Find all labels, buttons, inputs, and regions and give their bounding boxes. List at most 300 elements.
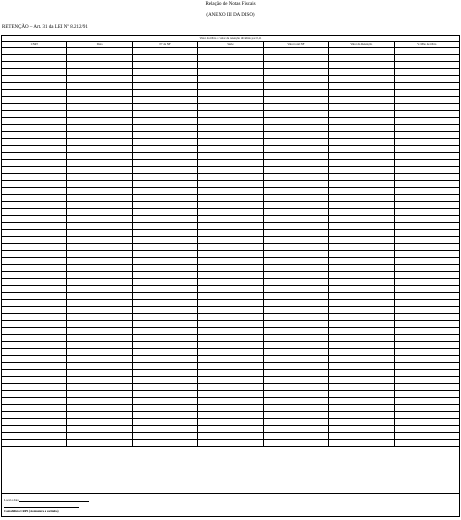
table-cell[interactable] [329,377,394,383]
table-cell[interactable] [329,405,394,411]
table-cell[interactable] [133,356,198,362]
table-cell[interactable] [2,76,67,82]
table-cell[interactable] [133,97,198,103]
table-cell[interactable] [67,286,132,292]
table-cell[interactable] [67,363,132,369]
table-cell[interactable] [67,139,132,145]
table-cell[interactable] [264,69,329,75]
table-cell[interactable] [198,104,263,110]
table-cell[interactable] [264,181,329,187]
table-cell[interactable] [133,125,198,131]
table-cell[interactable] [2,349,67,355]
table-cell[interactable] [67,55,132,61]
table-cell[interactable] [198,335,263,341]
table-cell[interactable] [264,118,329,124]
table-cell[interactable] [395,237,459,243]
table-cell[interactable] [198,300,263,306]
table-cell[interactable] [264,349,329,355]
table-cell[interactable] [133,132,198,138]
table-cell[interactable] [198,293,263,299]
table-cell[interactable] [329,83,394,89]
table-cell[interactable] [67,90,132,96]
table-cell[interactable] [264,62,329,68]
table-cell[interactable] [198,132,263,138]
table-cell[interactable] [395,279,459,285]
table-cell[interactable] [264,202,329,208]
table-cell[interactable] [198,286,263,292]
table-cell[interactable] [198,440,263,446]
table-cell[interactable] [264,48,329,54]
table-cell[interactable] [133,412,198,418]
table-cell[interactable] [395,272,459,278]
table-cell[interactable] [395,216,459,222]
table-cell[interactable] [133,223,198,229]
table-cell[interactable] [198,153,263,159]
table-cell[interactable] [329,349,394,355]
table-cell[interactable] [67,174,132,180]
table-cell[interactable] [264,363,329,369]
table-cell[interactable] [264,384,329,390]
table-cell[interactable] [133,426,198,432]
table-cell[interactable] [2,62,67,68]
table-cell[interactable] [133,76,198,82]
table-cell[interactable] [264,342,329,348]
table-cell[interactable] [329,188,394,194]
table-cell[interactable] [395,286,459,292]
table-cell[interactable] [67,405,132,411]
table-cell[interactable] [395,209,459,215]
table-cell[interactable] [2,293,67,299]
table-cell[interactable] [264,286,329,292]
table-cell[interactable] [198,314,263,320]
table-cell[interactable] [329,342,394,348]
table-cell[interactable] [395,174,459,180]
table-cell[interactable] [133,349,198,355]
table-cell[interactable] [329,174,394,180]
table-cell[interactable] [198,279,263,285]
table-cell[interactable] [198,118,263,124]
table-cell[interactable] [264,419,329,425]
table-cell[interactable] [133,405,198,411]
table-cell[interactable] [67,342,132,348]
table-cell[interactable] [329,265,394,271]
table-cell[interactable] [264,216,329,222]
table-cell[interactable] [2,244,67,250]
table-cell[interactable] [264,356,329,362]
table-cell[interactable] [395,90,459,96]
table-cell[interactable] [67,433,132,439]
table-cell[interactable] [395,104,459,110]
table-cell[interactable] [395,342,459,348]
table-cell[interactable] [329,202,394,208]
table-cell[interactable] [329,132,394,138]
table-cell[interactable] [2,83,67,89]
table-cell[interactable] [133,118,198,124]
table-cell[interactable] [395,111,459,117]
table-cell[interactable] [133,398,198,404]
table-cell[interactable] [395,356,459,362]
table-cell[interactable] [264,391,329,397]
table-cell[interactable] [67,251,132,257]
table-cell[interactable] [133,181,198,187]
table-cell[interactable] [395,370,459,376]
table-cell[interactable] [2,328,67,334]
table-cell[interactable] [2,251,67,257]
table-cell[interactable] [67,202,132,208]
table-cell[interactable] [395,125,459,131]
table-cell[interactable] [198,188,263,194]
table-cell[interactable] [395,195,459,201]
table-cell[interactable] [329,258,394,264]
table-cell[interactable] [2,174,67,180]
table-cell[interactable] [198,139,263,145]
table-cell[interactable] [133,139,198,145]
table-cell[interactable] [2,118,67,124]
table-cell[interactable] [198,272,263,278]
table-cell[interactable] [198,62,263,68]
table-cell[interactable] [264,251,329,257]
table-cell[interactable] [2,160,67,166]
table-cell[interactable] [198,356,263,362]
table-cell[interactable] [198,391,263,397]
table-cell[interactable] [264,300,329,306]
table-cell[interactable] [133,363,198,369]
table-cell[interactable] [264,265,329,271]
table-cell[interactable] [329,139,394,145]
table-cell[interactable] [2,223,67,229]
table-cell[interactable] [2,237,67,243]
table-cell[interactable] [198,349,263,355]
table-cell[interactable] [395,321,459,327]
table-cell[interactable] [133,307,198,313]
table-cell[interactable] [67,118,132,124]
table-cell[interactable] [67,300,132,306]
table-cell[interactable] [67,440,132,446]
table-cell[interactable] [395,251,459,257]
table-cell[interactable] [264,153,329,159]
table-cell[interactable] [67,76,132,82]
table-cell[interactable] [395,328,459,334]
table-cell[interactable] [67,132,132,138]
table-cell[interactable] [133,321,198,327]
table-cell[interactable] [395,146,459,152]
table-cell[interactable] [329,328,394,334]
table-cell[interactable] [198,363,263,369]
table-cell[interactable] [67,237,132,243]
table-cell[interactable] [2,216,67,222]
table-cell[interactable] [67,384,132,390]
table-cell[interactable] [133,251,198,257]
table-cell[interactable] [2,104,67,110]
table-cell[interactable] [2,370,67,376]
table-cell[interactable] [133,384,198,390]
table-cell[interactable] [133,293,198,299]
table-cell[interactable] [2,342,67,348]
table-cell[interactable] [198,202,263,208]
table-cell[interactable] [198,405,263,411]
table-cell[interactable] [133,230,198,236]
table-cell[interactable] [395,440,459,446]
table-cell[interactable] [2,48,67,54]
table-cell[interactable] [395,377,459,383]
table-cell[interactable] [133,55,198,61]
table-cell[interactable] [329,76,394,82]
table-cell[interactable] [395,335,459,341]
table-cell[interactable] [67,377,132,383]
table-cell[interactable] [264,370,329,376]
table-cell[interactable] [329,118,394,124]
table-cell[interactable] [67,125,132,131]
table-cell[interactable] [133,188,198,194]
table-cell[interactable] [67,195,132,201]
table-cell[interactable] [198,97,263,103]
table-cell[interactable] [395,300,459,306]
table-cell[interactable] [2,300,67,306]
table-cell[interactable] [264,90,329,96]
table-cell[interactable] [395,188,459,194]
table-cell[interactable] [198,321,263,327]
table-cell[interactable] [67,223,132,229]
table-cell[interactable] [395,55,459,61]
table-cell[interactable] [264,195,329,201]
table-cell[interactable] [198,377,263,383]
table-cell[interactable] [198,195,263,201]
table-cell[interactable] [395,181,459,187]
table-cell[interactable] [2,384,67,390]
table-cell[interactable] [395,48,459,54]
table-cell[interactable] [198,433,263,439]
table-cell[interactable] [264,132,329,138]
table-cell[interactable] [329,153,394,159]
table-cell[interactable] [198,48,263,54]
table-cell[interactable] [2,181,67,187]
table-cell[interactable] [329,209,394,215]
table-cell[interactable] [67,104,132,110]
table-cell[interactable] [198,69,263,75]
table-cell[interactable] [133,342,198,348]
table-cell[interactable] [395,398,459,404]
table-cell[interactable] [133,328,198,334]
table-cell[interactable] [67,279,132,285]
table-cell[interactable] [198,167,263,173]
table-cell[interactable] [264,125,329,131]
table-cell[interactable] [264,433,329,439]
table-cell[interactable] [395,223,459,229]
table-cell[interactable] [133,391,198,397]
table-cell[interactable] [67,272,132,278]
table-cell[interactable] [395,118,459,124]
table-cell[interactable] [2,125,67,131]
table-cell[interactable] [198,55,263,61]
table-cell[interactable] [264,209,329,215]
table-cell[interactable] [2,398,67,404]
table-cell[interactable] [264,167,329,173]
table-cell[interactable] [264,237,329,243]
table-cell[interactable] [133,279,198,285]
table-cell[interactable] [395,244,459,250]
table-cell[interactable] [329,335,394,341]
table-cell[interactable] [67,111,132,117]
table-cell[interactable] [198,342,263,348]
table-cell[interactable] [67,419,132,425]
table-cell[interactable] [264,83,329,89]
table-cell[interactable] [198,83,263,89]
table-cell[interactable] [264,314,329,320]
table-cell[interactable] [395,405,459,411]
table-cell[interactable] [395,293,459,299]
table-cell[interactable] [264,111,329,117]
table-cell[interactable] [133,153,198,159]
table-cell[interactable] [264,139,329,145]
table-cell[interactable] [395,62,459,68]
table-cell[interactable] [2,146,67,152]
table-cell[interactable] [67,349,132,355]
table-cell[interactable] [133,265,198,271]
table-cell[interactable] [264,398,329,404]
table-cell[interactable] [198,111,263,117]
table-cell[interactable] [2,153,67,159]
table-cell[interactable] [133,62,198,68]
table-cell[interactable] [329,300,394,306]
table-cell[interactable] [329,125,394,131]
table-cell[interactable] [133,237,198,243]
table-cell[interactable] [2,356,67,362]
table-cell[interactable] [395,384,459,390]
table-cell[interactable] [67,398,132,404]
table-cell[interactable] [2,265,67,271]
table-cell[interactable] [395,97,459,103]
table-cell[interactable] [67,230,132,236]
table-cell[interactable] [2,69,67,75]
table-cell[interactable] [133,69,198,75]
table-cell[interactable] [395,314,459,320]
table-cell[interactable] [329,160,394,166]
table-cell[interactable] [133,335,198,341]
table-cell[interactable] [395,307,459,313]
table-cell[interactable] [329,146,394,152]
table-cell[interactable] [2,258,67,264]
table-cell[interactable] [264,328,329,334]
table-cell[interactable] [264,440,329,446]
table-cell[interactable] [329,426,394,432]
table-cell[interactable] [395,412,459,418]
table-cell[interactable] [395,132,459,138]
table-cell[interactable] [2,272,67,278]
table-cell[interactable] [264,223,329,229]
table-cell[interactable] [2,230,67,236]
table-cell[interactable] [198,258,263,264]
table-cell[interactable] [198,328,263,334]
table-cell[interactable] [329,419,394,425]
table-cell[interactable] [67,370,132,376]
table-cell[interactable] [133,300,198,306]
table-cell[interactable] [133,433,198,439]
table-cell[interactable] [329,216,394,222]
table-cell[interactable] [395,160,459,166]
table-cell[interactable] [329,181,394,187]
table-cell[interactable] [2,307,67,313]
table-cell[interactable] [2,314,67,320]
table-cell[interactable] [264,76,329,82]
table-cell[interactable] [329,279,394,285]
table-cell[interactable] [329,97,394,103]
table-cell[interactable] [67,307,132,313]
table-cell[interactable] [67,181,132,187]
table-cell[interactable] [264,412,329,418]
table-cell[interactable] [133,90,198,96]
table-cell[interactable] [264,174,329,180]
table-cell[interactable] [198,244,263,250]
table-cell[interactable] [67,244,132,250]
table-cell[interactable] [329,90,394,96]
table-cell[interactable] [395,265,459,271]
table-cell[interactable] [395,419,459,425]
table-cell[interactable] [133,146,198,152]
table-cell[interactable] [395,153,459,159]
table-cell[interactable] [395,433,459,439]
table-cell[interactable] [2,195,67,201]
table-cell[interactable] [133,314,198,320]
table-cell[interactable] [67,97,132,103]
table-cell[interactable] [329,55,394,61]
table-cell[interactable] [198,265,263,271]
table-cell[interactable] [67,69,132,75]
table-cell[interactable] [395,83,459,89]
table-cell[interactable] [67,216,132,222]
table-cell[interactable] [329,363,394,369]
table-cell[interactable] [329,321,394,327]
table-cell[interactable] [198,398,263,404]
table-cell[interactable] [329,391,394,397]
table-cell[interactable] [198,90,263,96]
table-cell[interactable] [2,440,67,446]
table-cell[interactable] [67,321,132,327]
table-cell[interactable] [133,377,198,383]
table-cell[interactable] [198,223,263,229]
table-cell[interactable] [67,293,132,299]
table-cell[interactable] [133,167,198,173]
table-cell[interactable] [67,209,132,215]
table-cell[interactable] [329,293,394,299]
table-cell[interactable] [329,230,394,236]
table-cell[interactable] [395,363,459,369]
table-cell[interactable] [2,391,67,397]
table-cell[interactable] [133,419,198,425]
table-cell[interactable] [329,272,394,278]
table-cell[interactable] [67,412,132,418]
table-cell[interactable] [198,237,263,243]
table-cell[interactable] [395,230,459,236]
table-cell[interactable] [329,398,394,404]
table-cell[interactable] [264,426,329,432]
table-cell[interactable] [133,104,198,110]
table-cell[interactable] [329,433,394,439]
table-cell[interactable] [133,174,198,180]
table-cell[interactable] [329,251,394,257]
table-cell[interactable] [264,377,329,383]
table-cell[interactable] [198,251,263,257]
table-cell[interactable] [67,188,132,194]
table-cell[interactable] [264,279,329,285]
table-cell[interactable] [264,258,329,264]
table-cell[interactable] [67,258,132,264]
table-cell[interactable] [2,419,67,425]
table-cell[interactable] [395,426,459,432]
table-cell[interactable] [198,146,263,152]
table-cell[interactable] [2,377,67,383]
table-cell[interactable] [198,384,263,390]
table-cell[interactable] [67,391,132,397]
